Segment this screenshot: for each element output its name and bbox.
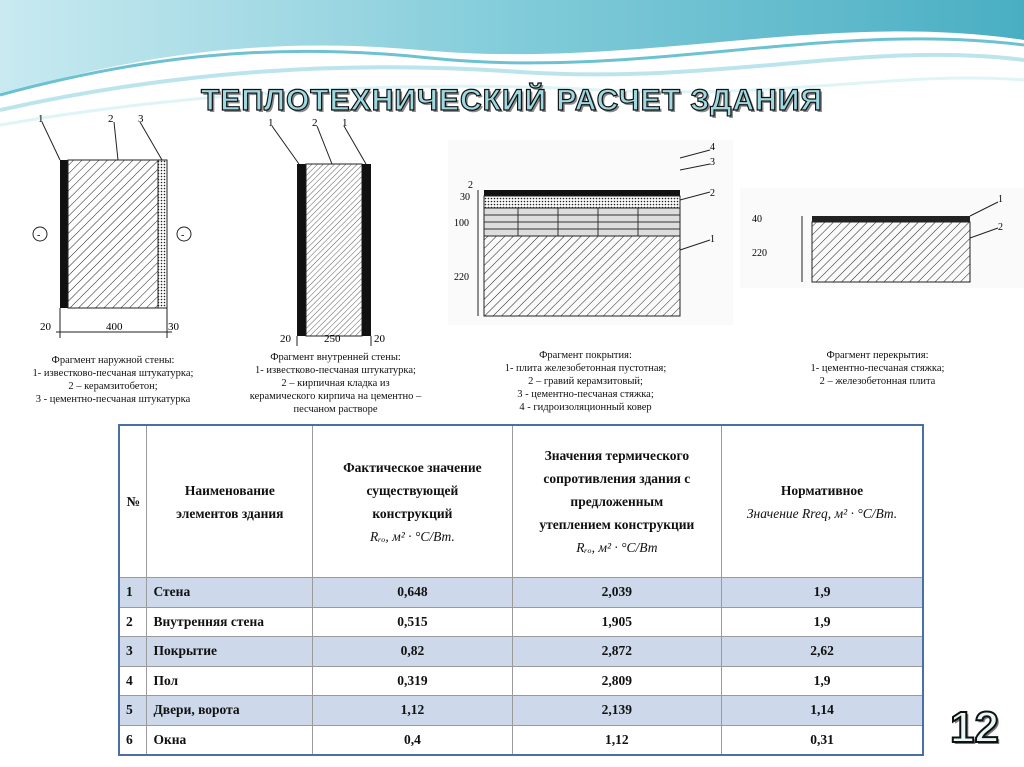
slide-number: 12 (950, 703, 999, 752)
roof-label-4: 4 (710, 142, 715, 153)
row-num: 4 (119, 666, 147, 696)
row-num: 3 (119, 637, 147, 667)
table-row (119, 607, 923, 637)
row-norm: 0,31 (722, 725, 923, 755)
row-norm: 1,9 (722, 578, 923, 608)
row-norm: 1,9 (722, 666, 923, 696)
inner-wall-label-1b: 1 (342, 117, 348, 129)
row-name: Пол (147, 666, 313, 696)
table-row (119, 666, 923, 696)
row-actual: 1,12 (313, 696, 512, 726)
row-actual: 0,82 (313, 637, 512, 667)
outer-wall-dim-20: 20 (40, 321, 51, 333)
roof-dim-2: 2 (468, 180, 473, 191)
floor-dim-220: 220 (752, 248, 767, 259)
row-name: Стена (147, 578, 313, 608)
row-actual: 0,648 (313, 578, 512, 608)
table-header-row (119, 425, 923, 578)
outer-wall-sign-left: - (37, 230, 41, 241)
floor-caption: Фрагмент перекрытия: 1- цементно-песчаная стяжка; 2 – железобетонная плита (810, 350, 945, 387)
header-proposed: Значения термического сопротивления здания с предложенным утеплением конструкции Rᵣₒ, м² · °С/Вт (512, 425, 721, 578)
roof-dim-220: 220 (454, 272, 469, 283)
floor-label-2: 2 (998, 222, 1003, 233)
row-name: Покрытие (147, 637, 313, 667)
table-row (119, 696, 923, 726)
roof-label-1: 1 (710, 234, 715, 245)
inner-wall-caption: Фрагмент внутренней стены: 1- известково-песчаная штукатурка; 2 – кирпичная кладка из керамического кирпича на цементно – песчаном растворе (249, 352, 422, 415)
roof-dim-30: 30 (460, 192, 470, 203)
page-title: ТЕПЛОТЕХНИЧЕСКИЙ РАСЧЕТ ЗДАНИЯ (201, 84, 823, 117)
row-norm: 2,62 (722, 637, 923, 667)
roof-dim-100: 100 (454, 218, 469, 229)
thermal-resistance-table (118, 424, 924, 756)
row-proposed: 2,139 (512, 696, 721, 726)
roof-diagram (448, 140, 733, 325)
row-name: Внутренняя стена (147, 607, 313, 637)
roof-label-3: 3 (710, 157, 715, 168)
outer-wall-dim-30: 30 (168, 321, 179, 333)
outer-wall-label-1: 1 (38, 113, 44, 125)
row-num: 6 (119, 725, 147, 755)
table-row (119, 725, 923, 755)
row-actual: 0,319 (313, 666, 512, 696)
outer-wall-diagram (28, 112, 208, 347)
inner-wall-label-1: 1 (268, 117, 274, 129)
row-norm: 1,14 (722, 696, 923, 726)
roof-caption: Фрагмент покрытия: 1- плита железобетонная пустотная; 2 – гравий керамзитовый; 3 - цементно-песчаная стяжка; 4 - гидроизоляционный ковер (504, 350, 667, 413)
header-name: Наименование элементов здания (147, 425, 313, 578)
header-actual: Фактическое значение существующей конструкций Rᵣₒ, м² · °С/Вт. (313, 425, 512, 578)
row-proposed: 1,12 (512, 725, 721, 755)
outer-wall-dim-400: 400 (106, 321, 123, 333)
outer-wall-sign-right: - (181, 230, 185, 241)
outer-wall-label-2: 2 (108, 113, 114, 125)
row-norm: 1,9 (722, 607, 923, 637)
inner-wall-diagram (262, 112, 402, 347)
table-row (119, 637, 923, 667)
outer-wall-caption: Фрагмент наружной стены: 1- известково-песчаная штукатурка; 2 – керамзитобетон; 3 - цементно-песчаная штукатурка (32, 355, 194, 405)
row-actual: 0,4 (313, 725, 512, 755)
row-num: 5 (119, 696, 147, 726)
floor-dim-40: 40 (752, 214, 762, 225)
row-name: Окна (147, 725, 313, 755)
floor-diagram (740, 188, 1024, 288)
table-row (119, 578, 923, 608)
inner-wall-dim-250: 250 (324, 333, 341, 345)
row-proposed: 2,872 (512, 637, 721, 667)
roof-label-2: 2 (710, 188, 715, 199)
inner-wall-label-2: 2 (312, 117, 318, 129)
outer-wall-label-3: 3 (138, 113, 144, 125)
row-proposed: 2,039 (512, 578, 721, 608)
row-num: 1 (119, 578, 147, 608)
header-num: № (119, 425, 147, 578)
inner-wall-dim-20: 20 (280, 333, 291, 345)
header-normative: Нормативное Значение Rreq, м² · °С/Вт. (722, 425, 923, 578)
row-num: 2 (119, 607, 147, 637)
floor-label-1: 1 (998, 194, 1003, 205)
row-proposed: 1,905 (512, 607, 721, 637)
row-proposed: 2,809 (512, 666, 721, 696)
row-name: Двери, ворота (147, 696, 313, 726)
row-actual: 0,515 (313, 607, 512, 637)
inner-wall-dim-20b: 20 (374, 333, 385, 345)
